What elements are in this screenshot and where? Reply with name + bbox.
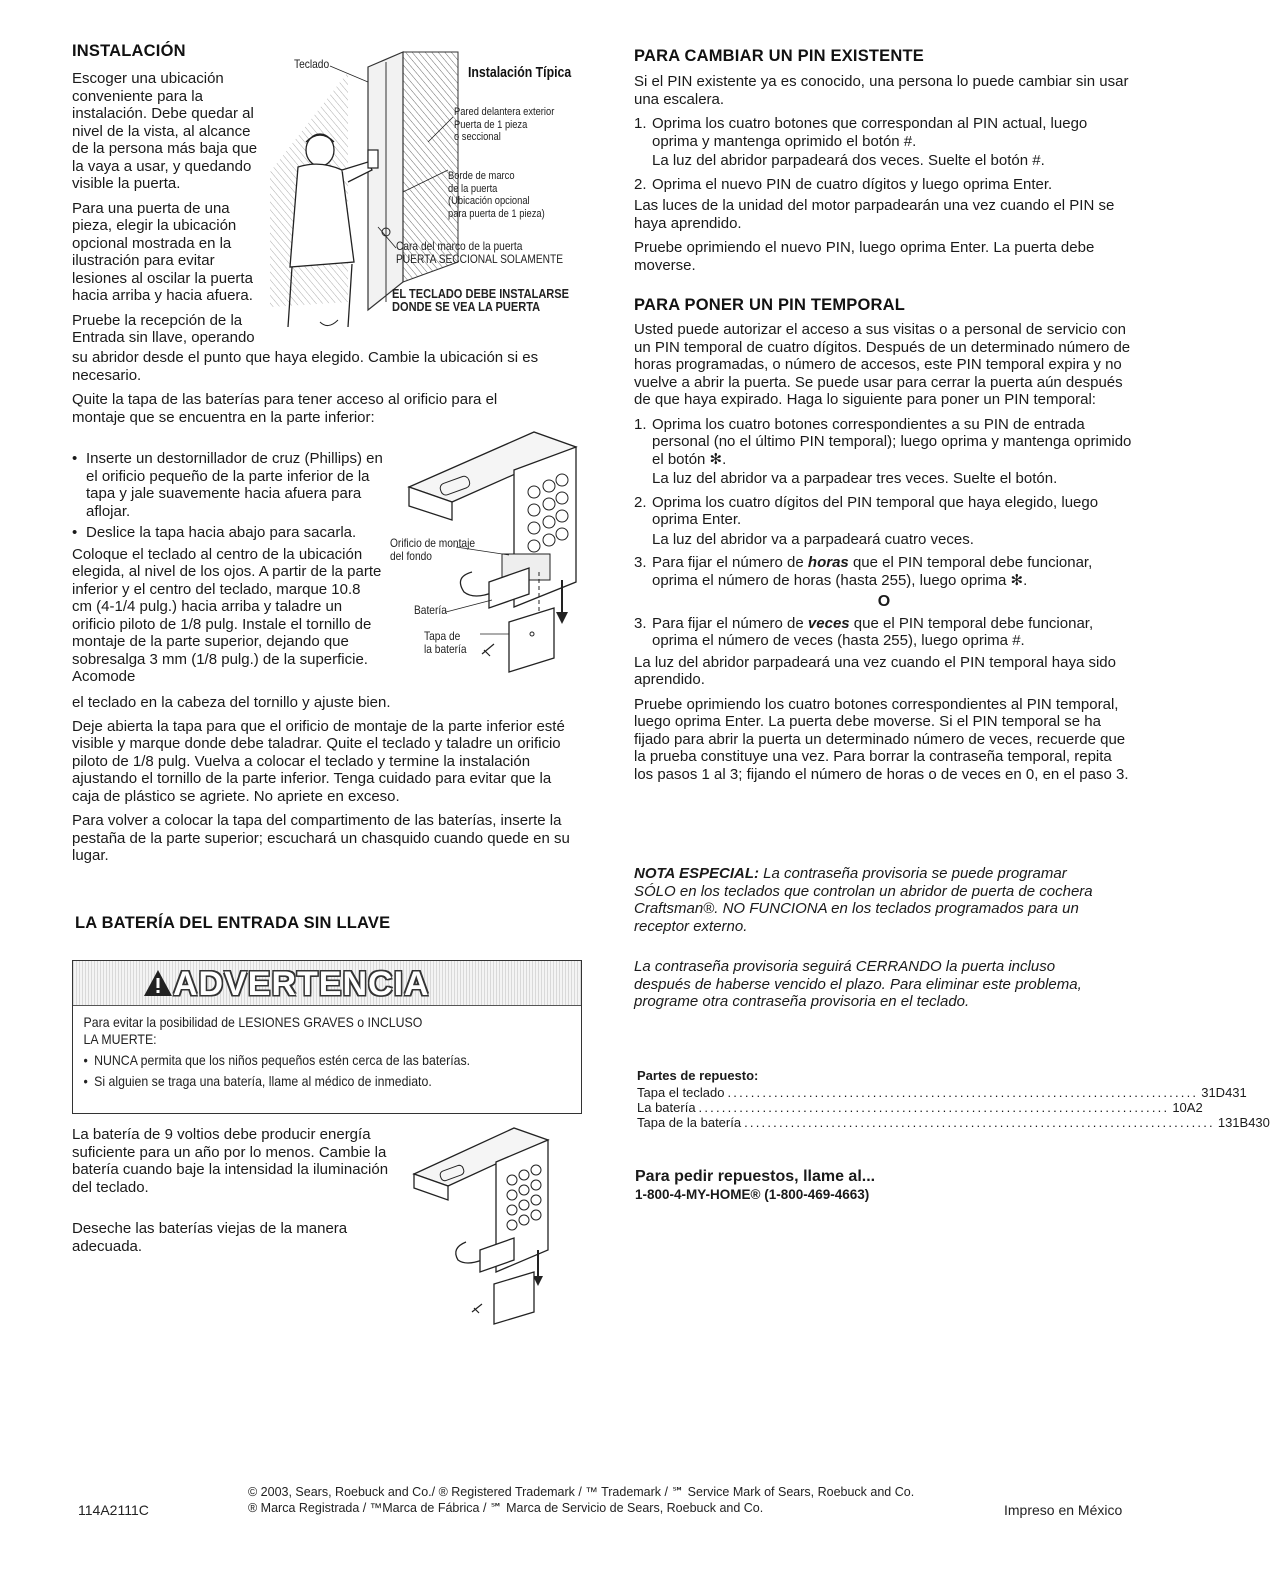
special-note-p1: [634, 865, 1104, 935]
typical-install-title: Instalación Típica: [468, 64, 572, 81]
keypad-visible-note: [392, 288, 569, 313]
parts-row: [637, 1085, 1247, 1100]
part-number: 10A2: [1172, 1100, 1203, 1115]
temp-pin-step3a: 3. Para fijar el número de horas que el PIN temporal debe funcionar, oprima el número de horas (hasta 255), luego oprima ✻.: [634, 554, 1093, 589]
installation-p3a: Pruebe la recepción de la Entrada sin llave, operando: [72, 311, 255, 346]
battery-cover-line1: Tapa de: [424, 629, 461, 643]
order-heading: Para pedir repuestos, llame al...: [635, 1168, 876, 1185]
temp-pin-heading: PARA PONER UN PIN TEMPORAL: [634, 296, 906, 314]
special-note-p2: La contraseña provisoria seguirá CERRANDO la puerta incluso después de haberse vencido el plazo. Para eliminar este problema, programe otra contraseña provisoria en el teclado.: [634, 958, 1082, 1010]
part-number: 31D431: [1201, 1085, 1247, 1100]
warning-box: [72, 960, 582, 1114]
change-pin-step1-note: La luz del abridor parpadeará dos veces. Suelte el botón #.: [652, 152, 1045, 169]
change-pin-step1: 1. Oprima los cuatro botones que correspondan al PIN actual, luego oprima y mantenga oprimido el botón #. La luz del abridor parpadeará dos veces. Suelte el botón #.: [634, 115, 1134, 170]
order-parts: [635, 1168, 875, 1202]
document-code: 114A2111C: [78, 1502, 149, 1518]
installation-lower: [72, 694, 582, 872]
battery-label: Batería: [414, 603, 447, 617]
temp-pin-or: O: [877, 593, 891, 610]
footer-line2: ® Marca Registrada / ™Marca de Fábrica / ℠ Marca de Servicio de Sears, Roebuck and Co.: [248, 1501, 764, 1515]
installation-body: [72, 349, 582, 391]
change-pin-steps: [634, 115, 1134, 193]
part-leader: .................................................................................: [727, 1085, 1199, 1100]
temp-pin-p1: La luz del abridor parpadeará una vez cuando el PIN temporal haya sido aprendido.: [634, 653, 1116, 688]
change-pin-p1: Las luces de la unidad del motor parpadearán una vez cuando el PIN se haya aprendido.: [634, 197, 1115, 232]
temp-pin-step3b-post: que el PIN temporal debe funcionar, oprima el número de veces (hasta 255), luego oprima #.: [652, 614, 1094, 649]
temp-pin-step3a-bold: horas: [807, 554, 849, 571]
installation-p5b: el teclado en la cabeza del tornillo y ajuste bien.: [72, 694, 391, 711]
temp-pin-step3a-pre: Para fijar el número de: [652, 554, 808, 571]
keypad-small-figure: [396, 1124, 566, 1324]
installation-p4: Quite la tapa de las baterías para tener acceso al orificio para el montaje que se encuentra en la parte inferior:: [72, 391, 498, 426]
frame-face-line1: Cara del marco de la puerta: [396, 239, 523, 253]
installation-heading: INSTALACIÓN: [72, 42, 186, 60]
change-pin-step2: 2. Oprima el nuevo PIN de cuatro dígitos y luego oprima Enter.: [634, 175, 1053, 193]
keypad-note-line1: EL TECLADO DEBE INSTALARSE: [392, 286, 570, 301]
warning-triangle-icon: [143, 969, 173, 997]
frame-edge-label: [448, 170, 545, 220]
special-note: [634, 865, 1104, 1018]
battery-cover-line2: la batería: [424, 641, 467, 656]
mount-hole-label: [390, 537, 475, 562]
temp-pin-step3b-bold: veces: [807, 614, 850, 632]
change-pin-section: [634, 73, 1134, 281]
temp-pin-p2: Pruebe oprimiendo los cuatro botones correspondientes al PIN temporal, luego oprima Enter. La puerta debe moverse. Si el PIN temporal se ha fijado para abrir la puerta un determinado número de veces, recuerde que la prueba constituye una vez. Para borrar la contraseña temporal, repita los pasos 1 al 3; fijando el número de horas o de veces en 0, en el paso 3.: [634, 695, 1129, 783]
warning-lead-line2: LA MUERTE:: [83, 1031, 157, 1047]
parts-row: [637, 1100, 1203, 1115]
special-note-label: NOTA ESPECIAL:: [634, 865, 760, 882]
footer-legal: [248, 1484, 1008, 1516]
keypad-small-illustration: [396, 1124, 566, 1324]
warning-item-swallow: • Si alguien se traga una batería, llame al médico de inmediato.: [84, 1073, 577, 1090]
printed-in: Impreso en México: [1004, 1502, 1123, 1518]
battery-p1: La batería de 9 voltios debe producir energía suficiente para un año por lo menos. Cambie la batería cuando baje la intensidad la iluminación del teclado.: [72, 1126, 389, 1196]
footer-line1: © 2003, Sears, Roebuck and Co./ ® Registered Trademark / ™ Trademark / ℠ Service Mark of Sears, Roebuck and Co.: [248, 1485, 915, 1499]
change-pin-heading: PARA CAMBIAR UN PIN EXISTENTE: [634, 47, 924, 65]
installation-p1: Escoger una ubicación conveniente para la instalación. Debe quedar al nivel de la vista, al alcance de la persona más baja que la vaya a usar, y quedando visible la puerta.: [72, 70, 258, 192]
bullet-slide-cover: • Deslice la tapa hacia abajo para sacarla.: [72, 524, 406, 542]
replacement-parts: [637, 1068, 1270, 1130]
keypad-note-line2: DONDE SE VEA LA PUERTA: [392, 298, 541, 314]
change-pin-p2: Pruebe oprimiendo el nuevo PIN, luego oprima Enter. La puerta debe moverse.: [634, 239, 1095, 274]
installation-p7: Para volver a colocar la tapa del compartimento de las baterías, inserte la pestaña de la parte superior; escuchará un chasquido cuando quede en su lugar.: [72, 812, 570, 864]
part-name: Tapa de la batería: [637, 1115, 742, 1130]
change-pin-step2-text: Oprima el nuevo PIN de cuatro dígitos y luego oprima Enter.: [652, 175, 1053, 193]
temp-pin-step2-text: Oprima los cuatro dígitos del PIN temporal que haya elegido, luego oprima Enter.: [652, 493, 1099, 528]
installation-figure: [268, 52, 598, 327]
front-wall-line3: o seccional: [454, 131, 501, 143]
front-wall-line2: Puerta de 1 pieza: [454, 118, 528, 131]
temp-pin-step3b-pre: Para fijar el número de: [652, 614, 808, 632]
temp-pin-step1-note: La luz del abridor va a parpadear tres veces. Suelte el botón.: [652, 470, 1058, 487]
frame-edge-line1: Borde de marco: [448, 170, 515, 182]
temp-pin-intro: Usted puede autorizar el acceso a sus visitas o a personal de servicio con un PIN temporal de cuatro dígitos. Después de un determinado número de horas programadas, o número de accesos, este PIN temporal expira y no vuelve a abrir la puerta. Se puede usar para cerrar la puerta aún después de que haya expirado. Haga lo siguiente para poner un PIN temporal:: [634, 321, 1131, 408]
part-leader: .................................................................................: [698, 1100, 1170, 1115]
temp-pin-step1-text: Oprima los cuatro botones correspondientes a su PIN de entrada personal (no el último PIN temporal); luego oprima y mantenga oprimido el botón ✻.: [652, 415, 1132, 468]
installation-steps: [72, 450, 384, 686]
part-leader: .................................................................................: [744, 1115, 1215, 1130]
battery-p2: Deseche las baterías viejas de la manera adecuada.: [72, 1220, 348, 1255]
installation-p6: Deje abierta la tapa para que el orificio de montaje de la parte inferior esté visible y marque donde debe taladrar. Quite el teclado y taladre un orificio piloto de 1/8 pulg. Vuelva a colocar el teclado y termine la instalación ajustando el tornillo de la parte inferior. Tenga cuidado para evitar que la caja de plástico se agriete. No apriete en exceso.: [72, 717, 565, 805]
warning-header: [73, 961, 581, 1006]
mount-hole-line1: Orificio de montaje: [390, 536, 476, 550]
warning-lead-line1: Para evitar la posibilidad de LESIONES GRAVES o INCLUSO: [83, 1014, 423, 1030]
temp-pin-steps: [634, 416, 1134, 590]
part-name: Tapa el teclado: [637, 1085, 725, 1100]
temp-pin-step3a-post: que el PIN temporal debe funcionar, oprima el número de horas (hasta 255), luego oprima ✻.: [652, 554, 1093, 589]
installation-p2: Para una puerta de una pieza, elegir la ubicación opcional mostrada en la ilustración para evitar lesiones al oscilar la puerta hacia arriba y hacia afuera.: [72, 199, 253, 304]
warning-title: ADVERTENCIA: [173, 965, 430, 1003]
parts-heading: Partes de repuesto:: [637, 1068, 759, 1083]
keypad-label: Teclado: [294, 57, 330, 71]
temp-pin-steps-alt: [634, 615, 1134, 650]
special-note-text: La contraseña provisoria se puede programar SÓLO en los teclados que controlan un abridor de puerta de cochera Craftsman®. NO FUNCIONA en los teclados programados para un receptor externo.: [634, 865, 1093, 935]
temp-pin-step2: 2. Oprima los cuatro dígitos del PIN temporal que haya elegido, luego oprima Enter. La luz del abridor va a parpadeará cuatro veces.: [634, 494, 1134, 549]
front-wall-line1: Pared delantera exterior: [454, 106, 555, 118]
temp-pin-step2-note: La luz del abridor va a parpadeará cuatro veces.: [652, 530, 974, 548]
bullet-screwdriver: • Inserte un destornillador de cruz (Phillips) en el orificio pequeño de la parte inferior de la tapa y jale suavemente hacia afuera para aflojar.: [72, 450, 384, 520]
battery-cover-label: [424, 630, 467, 655]
frame-edge-line2: de la puerta: [448, 182, 498, 195]
battery-heading: LA BATERÍA DEL ENTRADA SIN LLAVE: [75, 914, 391, 932]
frame-face-line2: PUERTA SECCIONAL SOLAMENTE: [396, 251, 564, 266]
keypad-battery-figure: [384, 422, 584, 680]
warning-list: [84, 1052, 577, 1090]
front-wall-label: [454, 106, 554, 144]
part-number: 131B430: [1217, 1115, 1270, 1130]
order-phone: 1-800-4-MY-HOME® (1-800-469-4663): [635, 1187, 870, 1202]
frame-edge-line4: para puerta de 1 pieza): [448, 207, 545, 220]
warning-item-children: • NUNCA permita que los niños pequeños estén cerca de las baterías.: [84, 1052, 577, 1069]
part-name: La batería: [637, 1100, 696, 1115]
temp-pin-step1: 1. Oprima los cuatro botones correspondientes a su PIN de entrada personal (no el último PIN temporal); luego oprima y mantenga oprimido el botón ✻. La luz del abridor va a parpadear tres veces. Suelte el botón.: [634, 416, 1134, 488]
temp-pin-section: [634, 321, 1134, 790]
change-pin-intro: Si el PIN existente ya es conocido, una persona lo puede cambiar sin usar una escalera.: [634, 73, 1129, 108]
frame-face-label: [396, 240, 563, 265]
installation-bullets: [72, 450, 384, 542]
temp-pin-step3b: 3. Para fijar el número de veces que el PIN temporal debe funcionar, oprima el número de veces (hasta 255), luego oprima #.: [634, 614, 1094, 649]
mount-hole-line2: del fondo: [390, 548, 432, 563]
parts-row: [637, 1115, 1270, 1130]
battery-text: [72, 1126, 398, 1262]
installation-p5: Coloque el teclado al centro de la ubicación elegida, al nivel de los ojos. A partir de la parte inferior y el centro del teclado, marque 10.8 cm (4-1/4 pulg.) hacia arriba y taladre un orificio piloto de 1/8 pulg. Instale el tornillo de montaje de la parte superior, dejando que sobresalga 3 mm (1/8 pulg.) de la superficie. Acomode: [72, 545, 382, 685]
installation-intro: [72, 70, 268, 347]
change-pin-step1-text: Oprima los cuatro botones que correspondan al PIN actual, luego oprima y mantenga oprimido el botón #.: [652, 115, 1088, 150]
warning-body: [73, 1006, 576, 1090]
installation-p3b: su abridor desde el punto que haya elegido. Cambie la ubicación si es necesario.: [72, 349, 539, 384]
frame-edge-line3: (Ubicación opcional: [448, 195, 530, 207]
